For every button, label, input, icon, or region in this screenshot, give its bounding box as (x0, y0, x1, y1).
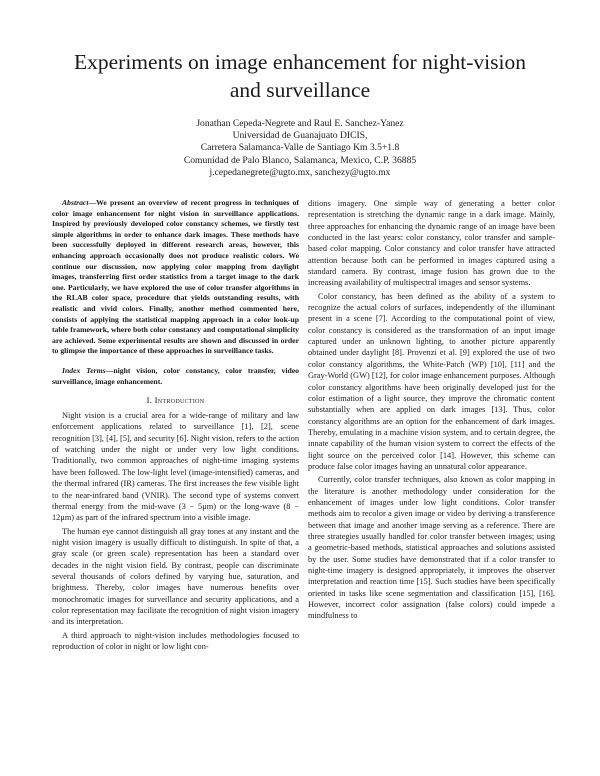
author-address-line-2: Comunidad de Palo Blanco, Salamanca, Mexico, C.P. 36885 (183, 154, 417, 166)
author-names: Jonathan Cepeda-Negrete and Raul E. Sanchez-Yanez (196, 118, 404, 129)
abstract-label: Abstract (62, 198, 89, 207)
index-terms (52, 366, 299, 387)
paper-title (40, 48, 560, 104)
author-affiliation: Universidad de Guanajuato DICIS, (232, 130, 368, 142)
index-terms-label: Index Terms (62, 365, 106, 375)
index-terms-text: —night vision, color constancy, color transfer, video surveillance, image enhancement. (52, 365, 300, 386)
abstract-text: —We present an overview of recent progress in techniques of color image enhancement for night vision in surveillance applications. Inspired by previously developed color constancy schemes, we firstly test simple algorithms in order to enhance dark images. These methods have been successfully deployed in different research areas, however, this enhancing approach occasionally does not produce realistic colors. We continue our discussion, now applying color mapping from daylight images, transferring first order statistics from a target image to the dark one. Particularly, we have explored the use of color transfer algorithms in the RLAB color space, procedure that yields outstanding results, with realistic and vivid colors. Finally, another method commented here, consists of applying the statistical mapping approach in a color look-up table framework, where both color constancy and computational simplicity are achieved. Some experimental results are shown and discussed in order to glimpse the importance of these approaches in surveillance tasks. (52, 198, 299, 356)
right-paragraph-1: ditions imagery. One simple way of generating a better color representation is stretching the dynamic range in a dark image. Mainly, three approaches for enhancing the dynamic range of an image have been conducted in the last years: color constancy, color transfer and sample-based color mapping. Color constancy and color transfer have attracted attention because both can be performed in images captured using a standard camera. By contrast, image fusion has grown due to the increasing availability of multispectral images and sensor systems. (308, 199, 555, 288)
right-paragraph-2: Color constancy, has been defined as the ability of a system to recognize the actual colors of surfaces, independently of the illuminant present in a scene [7]. According to the computational point of view, color constancy is considered as the transformation of an input image captured under an unknown lighting, to another picture apparently obtained under daylight [8]. Provenzi et al. [9] explored the use of two color constancy algorithms, the White-Patch (WP) [10], [11] and the Gray-World (GW) [12], for color image enhancement purposes. Although color constancy algorithms have been originally developed just for the color estimation of a light source, they improve the chromatic content substantially when are applied on dark images [13]. Thus, color constancy algorithms are an option for the enhancement of dark images. Thereby, emulating in a machine vision system, and to certain degree, the innate capability of the human vision system to correct the effects of the light source on the perceived color [14]. However, this scheme can produce false color images having an unnatural color appearance. (308, 291, 555, 471)
intro-paragraph-1: Night vision is a crucial area for a wide-range of military and law enforcement applications related to surveillance [1], [2], scene recognition [3], [4], [5], and security [6]. Night vision, refers to the action of watching under the night or under very low light conditions. Traditionally, two common approaches of night-time imaging systems have been followed. The low-light level (image-intensified) cameras, and the thermal infrared (IR) cameras. The first increases the few visible light to the near-infrared band (VNIR). The second type of systems convert thermal energy from the mid-wave (3 − 5μm) or the long-wave (8 − 12μm) as part of the infrared spectrum into a visible image. (52, 411, 299, 523)
right-paragraph-3: Currently, color transfer techniques, also known as color mapping in the literature is another methodology under consideration for the enhancement of images under low light conditions. Color transfer methods aim to recolor a given image or video by deriving a transference between that image and another image serving as a reference. There are three strategies usually handled for color transfer between images; using a geometric-based methods, statistical approaches and solutions assisted by the user. Some studies have demonstrated that if a color transfer to night-time imagery is designed appropriately, it improves the observer interpretation and reaction time [15]. Such studies have been specifically oriented in tasks like scene segmentation and classification [15], [16]. However, incorrect color assignation (false colors) could impede a mindfulness to (308, 475, 555, 621)
section-numeral: I. (146, 395, 153, 406)
title-line-2: and surveillance (229, 78, 371, 102)
title-line-1: Experiments on image enhancement for night-vision (74, 50, 526, 74)
author-emails: j.cepedanegrete@ugto.mx, sanchezy@ugto.mx (209, 166, 391, 178)
section-title: Introduction (154, 395, 205, 406)
intro-paragraph-3: A third approach to night-vision includes methodologies focused to reproduction of color in night or low light con- (52, 630, 299, 651)
author-block (60, 118, 540, 179)
left-column (52, 198, 299, 652)
section-heading-introduction (52, 395, 299, 406)
author-address-line-1: Carretera Salamanca-Valle de Santiago Km 3.5+1.8 (200, 142, 400, 154)
abstract (52, 198, 299, 357)
right-column (308, 198, 555, 622)
intro-paragraph-2: The human eye cannot distinguish all gray tones at any instant and the night vision imagery is usually difficult to distinguish. In spite of that, a gray scale (or green scale) representation has been a standard over decades in the night vision field. By contrast, people can discriminate several thousands of colors defined by varying hue, saturation, and brightness. Thereby, color images have numerous benefits over monochromatic images for surveillance and security applications, and a color representation may facilitate the recognition of night vision imagery and its interpretation. (52, 526, 299, 627)
